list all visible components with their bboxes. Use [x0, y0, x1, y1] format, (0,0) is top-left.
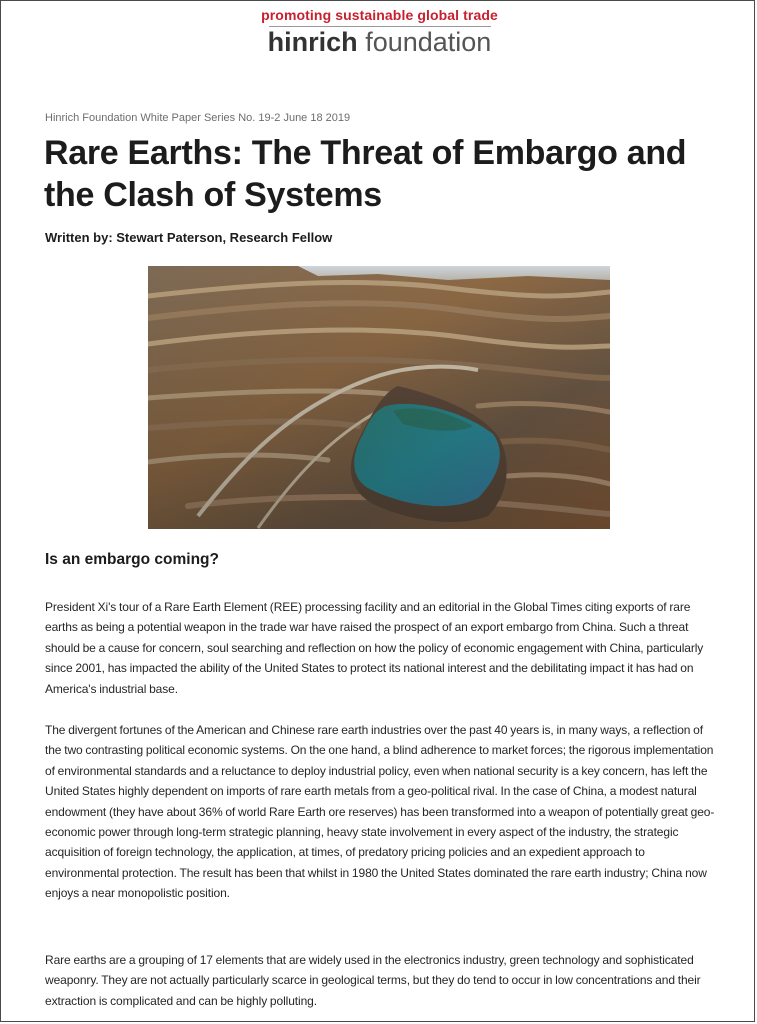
brand-logo	[1, 27, 755, 57]
open-pit-mine-photo	[148, 266, 610, 529]
section-heading: Is an embargo coming?	[45, 551, 219, 568]
author-line: Written by: Stewart Paterson, Research Fellow	[45, 230, 333, 245]
brand-tagline: promoting sustainable global trade	[261, 7, 498, 23]
series-line: Hinrich Foundation White Paper Series No. 19-2 June 18 2019	[45, 112, 351, 124]
brand-name-light: foundation	[357, 27, 492, 57]
brand-name-bold: hinrich	[267, 27, 358, 57]
paragraph: President Xi's tour of a Rare Earth Element (REE) processing facility and an editorial in the Global Times citing exports of rare earths as being a potential weapon in the trade war have raised the prospect of an export embargo from China. Such a threat should be a cause for concern, soul searching and reflection on how the policy of economic engagement with China, particularly since 2001, has impacted the ability of the United States to protect its national interest and the debilitating impact it has had on America's industrial base.	[45, 600, 704, 696]
paragraph: Rare earths are a grouping of 17 elements that are widely used in the electronics industry, green technology and sophisticated weaponry. They are not actually particularly scarce in geological terms, but they do tend to occur in low concentrations and their extraction is complicated and can be highly polluting.	[45, 953, 701, 1008]
masthead	[1, 7, 755, 57]
document-title: Rare Earths: The Threat of Embargo and the Clash of Systems	[44, 134, 687, 214]
paragraph: The divergent fortunes of the American and Chinese rare earth industries over the past 40 years is, in many ways, a reflection of the two contrasting political economic systems. On the one hand, a blind adherence to market forces; the rigorous implementation of environmental standards and a reluctance to deploy industrial policy, even when national security is a key concern, has left the United States highly dependent on imports of rare earth metals from a geo-political rival. In the case of China, a modest natural endowment (they have about 36% of world Rare Earth ore reserves) has been transformed into a weapon of potentially great geo-economic power through long-term strategic planning, heavy state involvement in every aspect of the industry, the strategic acquisition of foreign technology, the application, at times, of predatory pricing policies and an expedient approach to environmental protection. The result has been that whilst in 1980 the United States dominated the rare earth industry; China now enjoys a near monopolistic position.	[45, 723, 715, 901]
